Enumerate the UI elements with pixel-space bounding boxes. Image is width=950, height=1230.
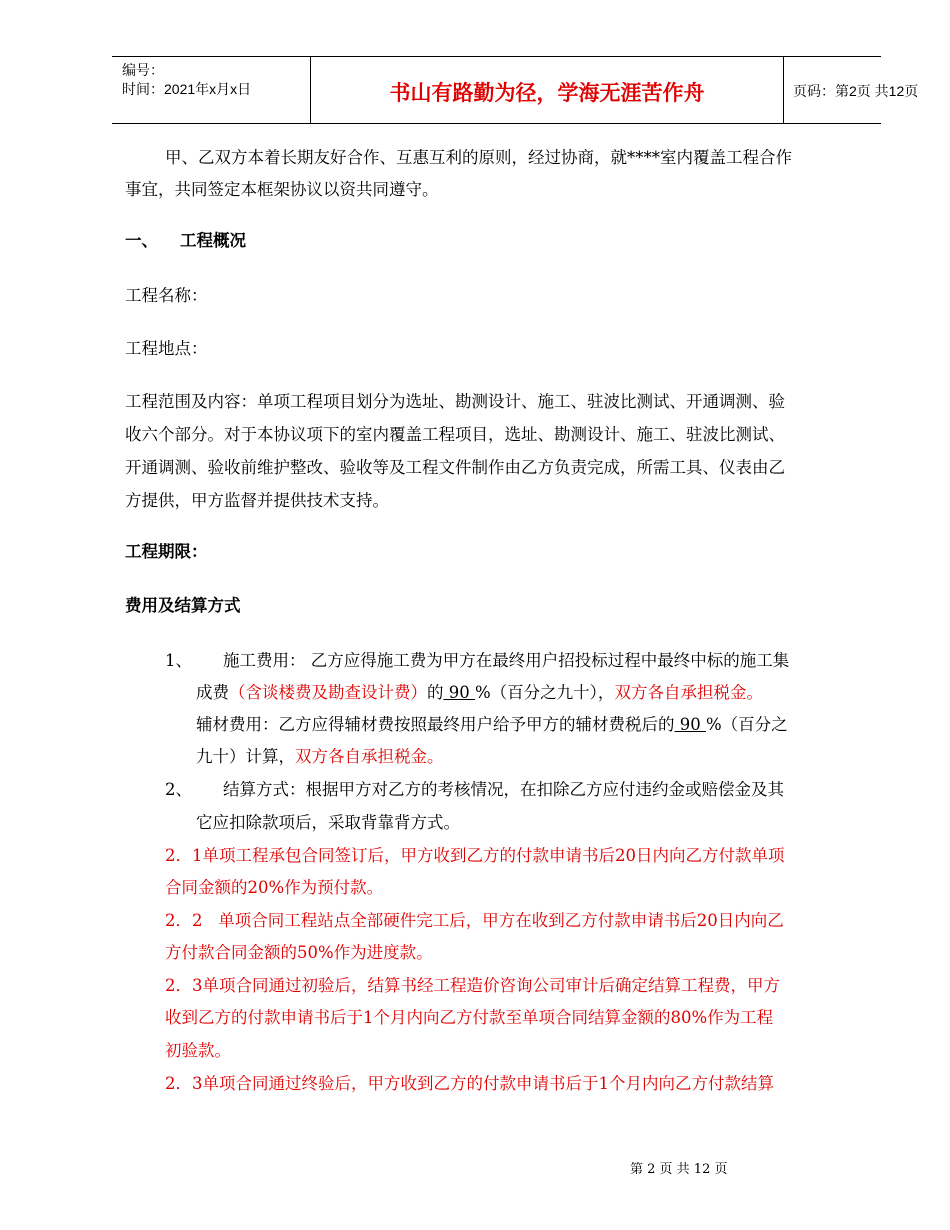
material-fee-line bbox=[196, 714, 788, 736]
scope-paragraph-line: 工程范围及内容：单项工程项目划分为选址、勘测设计、施工、驻波比测试、开通调测、验 bbox=[125, 392, 785, 411]
item-number: 1、 bbox=[165, 651, 192, 670]
clause-2-2-line: 方付款合同金额的50%作为进度款。 bbox=[165, 943, 433, 962]
scope-paragraph-line: 收六个部分。对于本协议项下的室内覆盖工程项目，选址、勘测设计、施工、驻波比测试、 bbox=[125, 425, 785, 444]
clause-2-3-line: 初验款。 bbox=[165, 1041, 231, 1060]
clause-2-3-line: 2．3单项合同通过初验后，结算书经工程造价咨询公司审计后确定结算工程费，甲方 bbox=[165, 976, 780, 995]
section-title: 工程概况 bbox=[180, 231, 246, 250]
scope-paragraph-line: 开通调测、验收前维护整改、验收等及工程文件制作由乙方负责完成，所需工具、仪表由乙 bbox=[125, 458, 785, 477]
red-text-run: 双方各自承担税金。 bbox=[295, 747, 444, 766]
fee-section-title: 费用及结算方式 bbox=[125, 596, 241, 615]
text-run: %（百分之 bbox=[706, 715, 788, 734]
header-right-cell bbox=[783, 57, 919, 123]
material-fee-line bbox=[196, 746, 444, 768]
text-run: 辅材费用：乙方应得辅材费按照最终用户给予甲方的辅材费税后的 bbox=[196, 715, 675, 734]
project-name-label: 工程名称： bbox=[125, 286, 208, 305]
project-location-label: 工程地点： bbox=[125, 339, 208, 358]
intro-paragraph-line: 事宜，共同签定本框架协议以资共同遵守。 bbox=[125, 180, 439, 199]
header-motto: 书山有路勤为径，学海无涯苦作舟 bbox=[389, 81, 705, 105]
clause-2-2-line: 2．2 单项合同工程站点全部硬件完工后，甲方在收到乙方付款申请书后20日内向乙 bbox=[165, 911, 784, 930]
clause-2-1-line: 合同金额的20%作为预付款。 bbox=[165, 878, 384, 897]
percentage-value: 90 bbox=[674, 715, 706, 734]
red-text-run: （含谈楼费及勘查设计费） bbox=[229, 683, 427, 702]
header-page-label: 页码：第2页 共12页 bbox=[793, 83, 919, 99]
header-center-cell bbox=[310, 57, 784, 123]
text-run: 九十）计算， bbox=[196, 747, 295, 766]
red-text-run: 双方各自承担税金。 bbox=[614, 683, 763, 702]
item2-text-line: 结算方式：根据甲方对乙方的考核情况，在扣除乙方应付违约金或赔偿金及其 bbox=[223, 780, 784, 799]
page-header bbox=[112, 56, 919, 124]
item1-text-line: 施工费用： 乙方应得施工费为甲方在最终用户招投标过程中最终中标的施工集 bbox=[223, 651, 790, 670]
page-footer: 第 2 页 共 12 页 bbox=[630, 1162, 728, 1177]
document-time-label: 时间：2021年x月x日 bbox=[122, 81, 252, 97]
item1-text-line bbox=[196, 682, 763, 704]
text-run: 成费 bbox=[196, 683, 229, 702]
project-period-label: 工程期限： bbox=[125, 542, 208, 561]
text-run: %（百分之九十）， bbox=[475, 683, 615, 702]
header-left-cell bbox=[112, 57, 310, 123]
scope-paragraph-line: 方提供，甲方监督并提供技术支持。 bbox=[125, 491, 389, 510]
section-number: 一、 bbox=[125, 231, 158, 250]
percentage-value: 90 bbox=[443, 683, 475, 702]
document-number-label: 编号： bbox=[122, 62, 164, 78]
clause-2-1-line: 2．1单项工程承包合同签订后，甲方收到乙方的付款申请书后20日内向乙方付款单项 bbox=[165, 846, 785, 865]
text-run: 的 bbox=[427, 683, 444, 702]
section-heading bbox=[125, 230, 246, 252]
clause-2-3-line: 收到乙方的付款申请书后于1个月内向乙方付款至单项合同结算金额的80%作为工程 bbox=[165, 1008, 774, 1027]
intro-paragraph-line: 甲、乙双方本着长期友好合作、互惠互利的原则，经过协商，就****室内覆盖工程合作 bbox=[165, 148, 792, 167]
clause-2-4-line: 2．3单项合同通过终验后，甲方收到乙方的付款申请书后于1个月内向乙方付款结算 bbox=[165, 1074, 774, 1093]
item2-text-line: 它应扣除款项后，采取背靠背方式。 bbox=[196, 813, 460, 832]
item-number: 2、 bbox=[165, 780, 192, 799]
